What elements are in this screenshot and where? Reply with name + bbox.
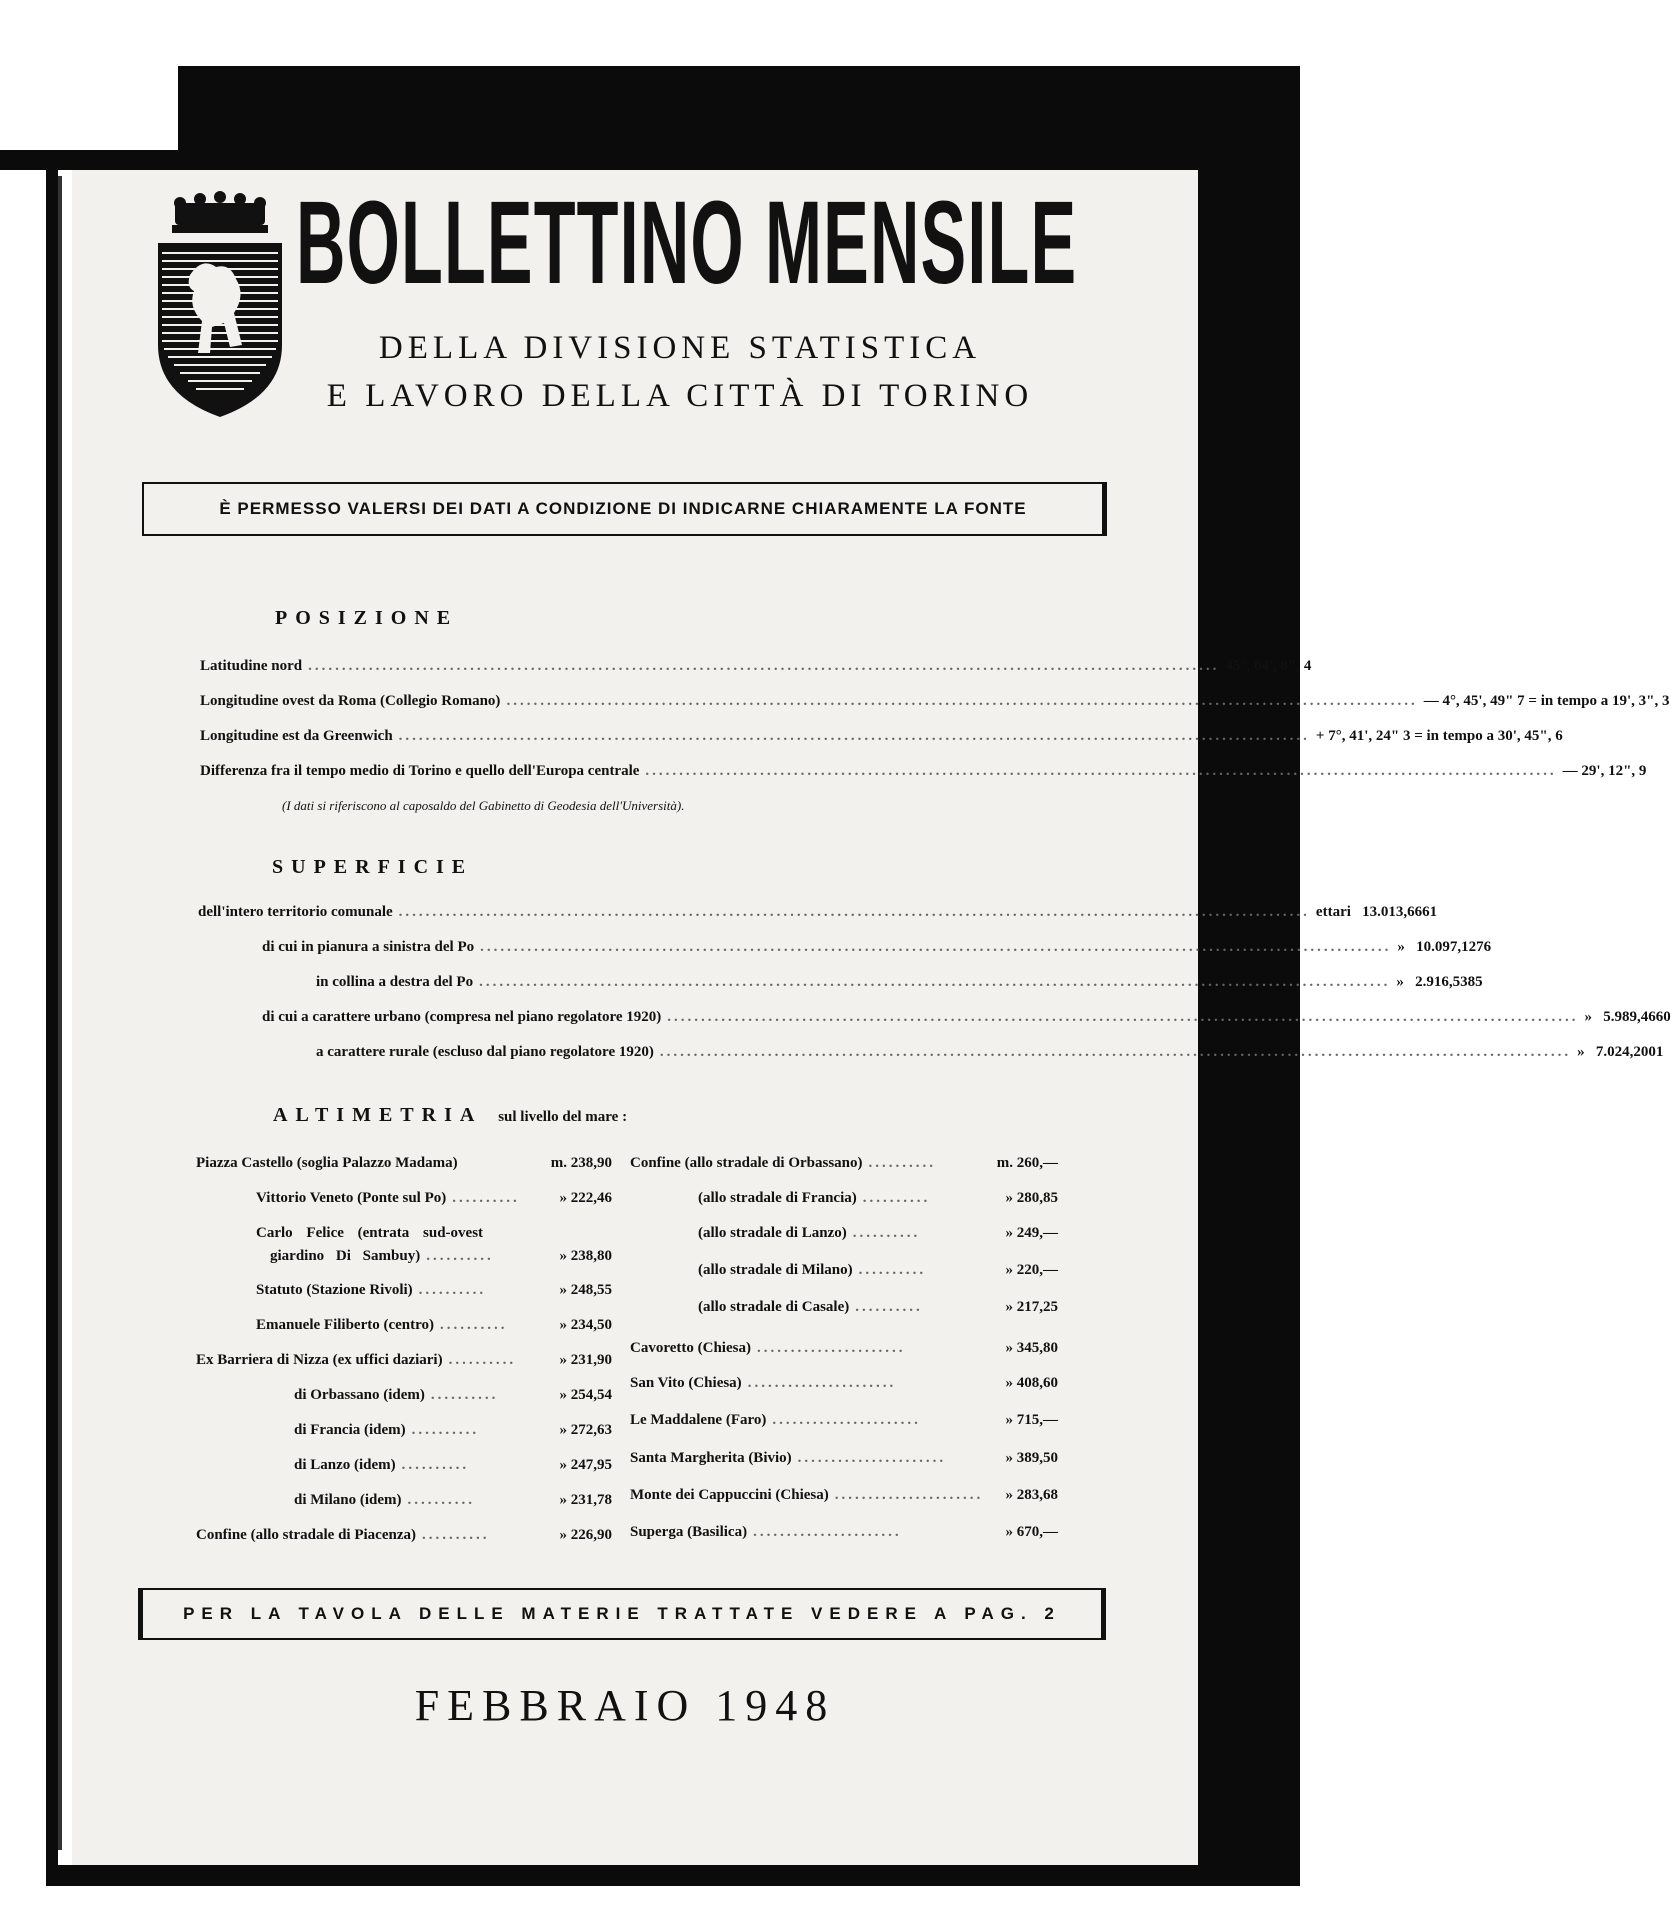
posizione-row: Longitudine est da Greenwich ....................................................................................................................................... + 7°, 41', 24" 3 = in tempo a 30', 45", 6 — [200, 728, 1563, 744]
altimetria-right-row: Le Maddalene (Faro) ...................... » 715,— — [630, 1412, 1058, 1428]
posizione-row: Differenza fra il tempo medio di Torino e quello dell'Europa centrale ....................................................................................................................................... — 29', 12", 9 — [200, 763, 1647, 779]
altimetria-right-row: Santa Margherita (Bivio) ...................... » 389,50 — [630, 1450, 1058, 1466]
superficie-row: di cui in pianura a sinistra del Po ....................................................................................................................................... » 10.097,1276 — [262, 939, 1492, 955]
altimetria-left-row: di Lanzo (idem) .......... » 247,95 — [294, 1457, 612, 1473]
altimetria-left-row: Emanuele Filiberto (centro) .......... » 234,50 — [256, 1317, 612, 1333]
altimetria-left-row: Statuto (Stazione Rivoli) .......... » 248,55 — [256, 1282, 612, 1298]
section-heading-altimetria: ALTIMETRIA sul livello del mare : — [273, 1104, 628, 1126]
altimetria-right-row: Confine (allo stradale di Orbassano) .......... m. 260,— — [630, 1155, 1058, 1171]
table-of-contents-notice: PER LA TAVOLA DELLE MATERIE TRATTATE VEDERE A PAG. 2 — [138, 1588, 1106, 1640]
subtitle-line-1: DELLA DIVISIONE STATISTICA — [378, 330, 982, 366]
altimetria-left-row: Vittorio Veneto (Ponte sul Po) .......... » 222,46 — [256, 1190, 612, 1206]
altimetria-right-row: Superga (Basilica) ...................... » 670,— — [630, 1524, 1058, 1540]
superficie-row: dell'intero territorio comunale ....................................................................................................................................... ettari 13.013,6661 — [198, 904, 1438, 920]
altimetria-right-row: (allo stradale di Francia) .......... » 280,85 — [698, 1190, 1058, 1206]
altimetria-left-row: Piazza Castello (soglia Palazzo Madama) m. 238,90 — [196, 1155, 612, 1171]
turin-coat-of-arms — [150, 195, 290, 420]
scan-left-rule — [58, 176, 62, 1850]
altimetria-right-row: (allo stradale di Casale) .......... » 217,25 — [698, 1299, 1058, 1315]
section-heading-posizione: POSIZIONE — [275, 607, 459, 629]
altimetria-right-row: Monte dei Cappuccini (Chiesa) ...................... » 283,68 — [630, 1487, 1058, 1503]
altimetria-left-row: Confine (allo stradale di Piacenza) .......... » 226,90 — [196, 1527, 612, 1543]
altimetria-right-row: (allo stradale di Milano) .......... » 220,— — [698, 1262, 1058, 1278]
posizione-note: (I dati si riferiscono al caposaldo del Gabinetto di Geodesia dell'Università). — [282, 798, 685, 813]
scan-border-top — [178, 66, 1300, 170]
superficie-row: a carattere rurale (escluso dal piano regolatore 1920) ....................................................................................................................................... » 7.024,2001 — [316, 1044, 1664, 1060]
scan-border-bottom — [46, 1865, 1300, 1886]
section-heading-superficie: SUPERFICIE — [272, 856, 474, 878]
superficie-row: in collina a destra del Po ....................................................................................................................................... » 2.916,5385 — [316, 974, 1483, 990]
bulletin-title: BOLLETTINO MENSILE — [296, 177, 1078, 309]
altimetria-right-row: (allo stradale di Lanzo) .......... » 249,— — [698, 1225, 1058, 1241]
altimetria-right-row: Cavoretto (Chiesa) ...................... » 345,80 — [630, 1340, 1058, 1356]
altimetria-left-row: giardino Di Sambuy) .......... » 238,80 — [270, 1248, 612, 1264]
scan-border-left — [46, 160, 58, 1886]
posizione-row: Latitudine nord ....................................................................................................................................... 45°, 04', 8", 4 — [200, 658, 1312, 674]
altimetria-left-row: di Francia (idem) .......... » 272,63 — [294, 1422, 612, 1438]
superficie-row: di cui a carattere urbano (compresa nel piano regolatore 1920) ....................................................................................................................................... » 5.989,4660 — [262, 1009, 1671, 1025]
subtitle-line-2: E LAVORO DELLA CITTÀ DI TORINO — [326, 378, 1034, 414]
altimetria-left-row: Carlo Felice (entrata sud-ovest — [256, 1225, 484, 1241]
issue-date: FEBBRAIO 1948 — [414, 1681, 836, 1730]
source-notice-box: È PERMESSO VALERSI DEI DATI A CONDIZIONE DI INDICARNE CHIARAMENTE LA FONTE — [142, 482, 1107, 536]
posizione-row: Longitudine ovest da Roma (Collegio Romano) ....................................................................................................................................... — 4°, 45', 49" 7 = in tempo a 19', 3", 3 — [200, 693, 1670, 709]
scan-border-topleft — [0, 150, 178, 170]
altimetria-left-row: di Orbassano (idem) .......... » 254,54 — [294, 1387, 612, 1403]
altimetria-right-row: San Vito (Chiesa) ...................... » 408,60 — [630, 1375, 1058, 1391]
altimetria-left-row: di Milano (idem) .......... » 231,78 — [294, 1492, 612, 1508]
altimetria-left-row: Ex Barriera di Nizza (ex uffici daziari) .......... » 231,90 — [196, 1352, 612, 1368]
